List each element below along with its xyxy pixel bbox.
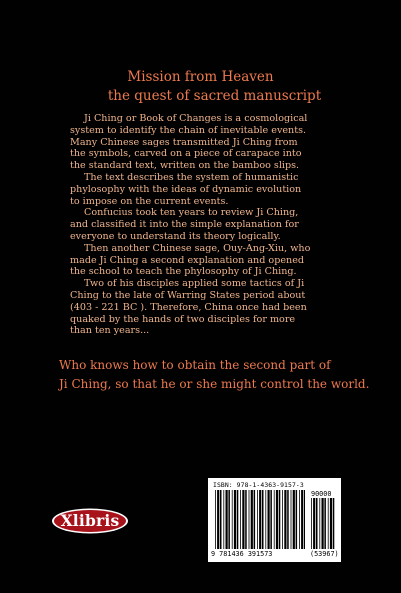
synopsis-line: everyone to understand its theory logically.	[70, 230, 281, 242]
synopsis-line: Two of his disciples applied some tactics of Ji	[84, 278, 305, 290]
synopsis-line: the symbols, carved on a piece of carapace into	[70, 148, 302, 160]
synopsis-line: (403 - 221 BC ). Therefore, China once had been	[70, 301, 307, 313]
closing-line-1: Who knows how to obtain the second part of	[59, 358, 331, 372]
synopsis-line: The text describes the system of humanistic	[84, 171, 299, 183]
synopsis-line: the standard text, written on the bamboo slips.	[70, 160, 300, 172]
cover-title: Mission from Heaven	[127, 69, 274, 85]
isbn-label: ISBN: 978-1-4363-9157-3	[213, 481, 304, 489]
xlibris-logo	[51, 508, 129, 534]
synopsis-line: Confucius took ten years to review Ji Ching,	[84, 207, 299, 219]
synopsis-line: quaked by the hands of two disciples for more	[70, 313, 296, 325]
isbn-barcode	[208, 478, 341, 562]
barcode-digits: 9 781436 391573	[211, 550, 273, 558]
logo-text: Xlibris	[60, 511, 120, 530]
synopsis-line: Then another Chinese sage, Ouy-Ang-Xiu, who	[84, 242, 311, 254]
synopsis-line: to impose on the current events.	[70, 195, 229, 207]
synopsis-line: Ching to the late of Warring States period about	[70, 289, 306, 301]
cover-subtitle: the quest of sacred manuscript	[107, 88, 322, 104]
synopsis-line: and classified it into the simple explanation for	[70, 219, 299, 231]
synopsis-line: system to identify the chain of inevitable events.	[70, 124, 307, 136]
synopsis-line: Many Chinese sages transmitted Ji Ching from	[70, 136, 298, 148]
closing-line-2: Ji Ching, so that he or she might control the world.	[59, 376, 370, 391]
synopsis-text	[70, 113, 370, 337]
synopsis-line: Ji Ching or Book of Changes is a cosmological	[84, 113, 308, 124]
synopsis-line: the school to teach the phylosophy of Ji Ching.	[70, 266, 297, 278]
price-digits: (53967)	[310, 550, 339, 558]
synopsis-line: made Ji Ching a second explanation and opened	[70, 254, 305, 266]
closing-tagline	[59, 356, 369, 393]
price-code: 90000	[311, 490, 332, 498]
synopsis-line: phylosophy with the ideas of dynamic evolution	[70, 183, 302, 195]
synopsis-line: than ten years...	[70, 325, 150, 337]
